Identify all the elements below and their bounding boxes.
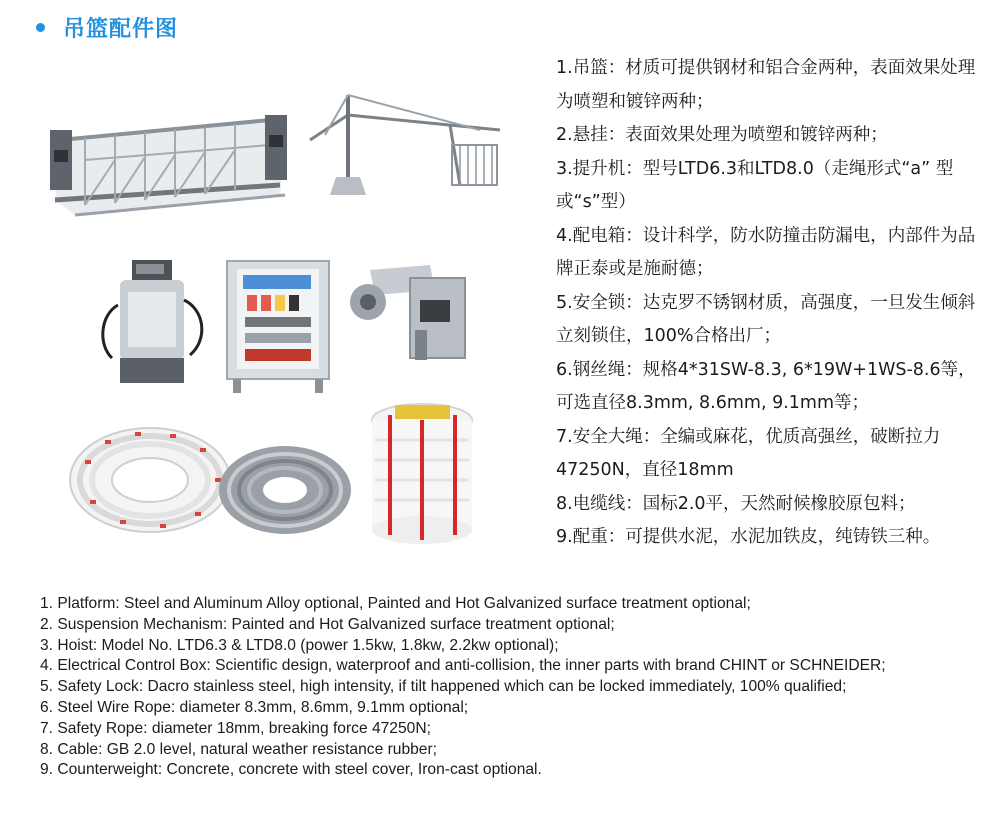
chinese-spec-list: [556, 52, 976, 555]
section-header: [36, 10, 178, 44]
en-spec-item: 2. Suspension Mechanism: Painted and Hot Galvanized surface treatment optional;: [40, 615, 615, 633]
en-spec-item: 6. Steel Wire Rope: diameter 8.3mm, 8.6mm, 9.1mm optional;: [40, 698, 469, 716]
safety-rope-photo: [365, 400, 480, 545]
en-spec-item: 4. Electrical Control Box: Scientific design, waterproof and anti-collision, the inner parts with brand CHINT or SCHNEIDER;: [40, 657, 886, 675]
cn-spec-item: 7.安全大绳：全编或麻花，优质高强丝，破断拉力47250N，直径18mm: [556, 426, 941, 480]
platform-photo: [40, 100, 295, 220]
cn-spec-item: 2.悬挂：表面效果处理为喷塑和镀锌两种；: [556, 125, 888, 145]
page-title: 吊篮配件图: [63, 16, 179, 42]
product-gallery: [30, 80, 530, 580]
bullet-dot-icon: [36, 23, 45, 32]
en-spec-item: 3. Hoist: Model No. LTD6.3 & LTD8.0 (power 1.5kw, 1.8kw, 2.2kw optional);: [40, 636, 559, 654]
cn-spec-item: 4.配电箱：设计科学，防水防撞击防漏电，内部件为品牌正泰或是施耐德；: [556, 225, 976, 279]
cn-spec-item: 5.安全锁：达克罗不锈钢材质，高强度，一旦发生倾斜立刻锁住，100%合格出厂；: [556, 292, 976, 346]
hoist-motor-photo: [90, 260, 210, 385]
cn-spec-item: 9.配重：可提供水泥，水泥加铁皮，纯铸铁三种。: [556, 527, 941, 547]
english-spec-list: [40, 594, 980, 781]
electrical-control-box-photo: [225, 255, 335, 395]
cn-spec-item: 8.电缆线：国标2.0平，天然耐候橡胶原包料；: [556, 493, 916, 514]
safety-lock-photo: [340, 260, 470, 370]
cn-spec-item: 3.提升机：型号LTD6.3和LTD8.0（走绳形式“a” 型或“s”型）: [556, 158, 954, 212]
cn-spec-item: 1.吊篮：材质可提供钢材和铝合金两种，表面效果处理为喷塑和镀锌两种；: [556, 58, 976, 112]
cn-spec-item: 6.钢丝绳：规格4*31SW-8.3, 6*19W+1WS-8.6等，可选直径8.3mm, 8.6mm, 9.1mm等；: [556, 359, 976, 413]
en-spec-item: 8. Cable: GB 2.0 level, natural weather resistance rubber;: [40, 740, 437, 758]
steel-wire-rope-photo: [215, 440, 355, 540]
suspension-mechanism-photo: [300, 85, 530, 215]
en-spec-item: 1. Platform: Steel and Aluminum Alloy optional, Painted and Hot Galvanized surface treatment optional;: [40, 595, 751, 612]
en-spec-item: 9. Counterweight: Concrete, concrete with steel cover, Iron-cast optional.: [40, 761, 542, 779]
en-spec-item: 5. Safety Lock: Dacro stainless steel, high intensity, if tilt happened which can be locked immediately, 100% qualified;: [40, 678, 847, 696]
en-spec-item: 7. Safety Rope: diameter 18mm, breaking force 47250N;: [40, 719, 431, 737]
cable-coil-photo: [65, 420, 235, 540]
